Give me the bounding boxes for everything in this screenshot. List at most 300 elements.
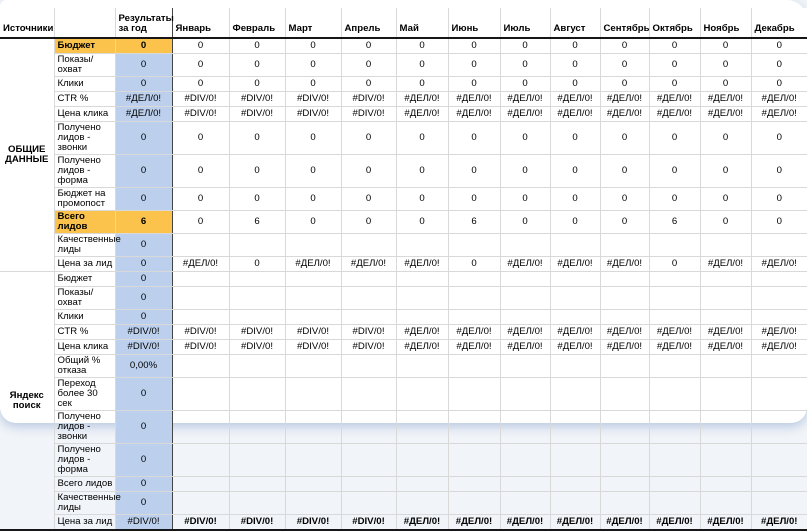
month-value[interactable]: #ДЕЛ/0! <box>448 340 500 355</box>
month-value[interactable]: 0 <box>751 122 807 155</box>
month-header[interactable]: Июнь <box>448 8 500 38</box>
month-value[interactable] <box>341 411 396 444</box>
month-value[interactable] <box>448 477 500 492</box>
row-label[interactable]: Переход более 30 сек <box>54 378 115 411</box>
month-header[interactable]: Апрель <box>341 8 396 38</box>
row-label[interactable]: Бюджет на промопост <box>54 188 115 211</box>
year-value[interactable]: 0 <box>115 155 172 188</box>
month-value[interactable] <box>229 355 285 378</box>
month-header[interactable]: Ноябрь <box>700 8 751 38</box>
month-value[interactable]: 0 <box>448 38 500 54</box>
month-value[interactable] <box>550 411 600 444</box>
month-value[interactable]: #DIV/0! <box>285 515 341 531</box>
month-value[interactable]: #ДЕЛ/0! <box>550 515 600 531</box>
month-value[interactable]: 0 <box>396 188 448 211</box>
row-label[interactable]: Получено лидов - форма <box>54 444 115 477</box>
month-value[interactable]: #ДЕЛ/0! <box>600 257 649 272</box>
month-value[interactable] <box>751 492 807 515</box>
month-value[interactable]: #ДЕЛ/0! <box>751 325 807 340</box>
month-value[interactable]: 0 <box>500 155 550 188</box>
month-value[interactable] <box>700 272 751 287</box>
month-value[interactable] <box>649 378 700 411</box>
row-label[interactable]: Бюджет <box>54 272 115 287</box>
month-value[interactable] <box>751 272 807 287</box>
month-value[interactable]: #ДЕЛ/0! <box>600 92 649 107</box>
month-value[interactable]: #ДЕЛ/0! <box>751 340 807 355</box>
month-value[interactable]: 0 <box>172 155 229 188</box>
month-header[interactable]: Май <box>396 8 448 38</box>
month-value[interactable]: 0 <box>172 188 229 211</box>
month-value[interactable] <box>396 444 448 477</box>
month-value[interactable]: 0 <box>448 155 500 188</box>
month-value[interactable] <box>500 378 550 411</box>
month-value[interactable] <box>649 272 700 287</box>
row-label[interactable]: Показы/охват <box>54 54 115 77</box>
month-value[interactable] <box>341 287 396 310</box>
row-label[interactable]: Цена за лид <box>54 257 115 272</box>
month-value[interactable]: #ДЕЛ/0! <box>500 325 550 340</box>
month-value[interactable] <box>229 444 285 477</box>
year-value[interactable]: 0 <box>115 378 172 411</box>
month-header[interactable]: Сентябрь <box>600 8 649 38</box>
month-value[interactable] <box>600 378 649 411</box>
month-value[interactable]: #DIV/0! <box>341 515 396 531</box>
month-value[interactable] <box>751 477 807 492</box>
month-value[interactable]: #ДЕЛ/0! <box>448 92 500 107</box>
month-value[interactable]: 0 <box>700 188 751 211</box>
month-value[interactable]: 0 <box>550 77 600 92</box>
month-value[interactable] <box>550 234 600 257</box>
row-label[interactable]: Качественные лиды <box>54 234 115 257</box>
month-header[interactable]: Март <box>285 8 341 38</box>
month-value[interactable]: #DIV/0! <box>341 92 396 107</box>
month-value[interactable] <box>229 272 285 287</box>
month-value[interactable]: 0 <box>448 257 500 272</box>
month-value[interactable]: 0 <box>500 38 550 54</box>
month-value[interactable]: #DIV/0! <box>229 340 285 355</box>
month-value[interactable] <box>550 444 600 477</box>
month-value[interactable]: 0 <box>600 211 649 234</box>
month-value[interactable]: #ДЕЛ/0! <box>550 340 600 355</box>
month-value[interactable] <box>649 355 700 378</box>
year-value[interactable]: 0 <box>115 444 172 477</box>
row-label[interactable]: Бюджет <box>54 38 115 54</box>
month-value[interactable]: 0 <box>448 77 500 92</box>
month-header[interactable]: Январь <box>172 8 229 38</box>
month-value[interactable]: 0 <box>600 77 649 92</box>
month-value[interactable]: 0 <box>700 211 751 234</box>
month-value[interactable] <box>341 492 396 515</box>
month-value[interactable]: #ДЕЛ/0! <box>341 257 396 272</box>
year-value[interactable]: 0 <box>115 411 172 444</box>
month-value[interactable]: 0 <box>751 38 807 54</box>
month-header[interactable]: Декабрь <box>751 8 807 38</box>
row-label[interactable]: Цена за лид <box>54 515 115 531</box>
month-value[interactable]: #ДЕЛ/0! <box>396 107 448 122</box>
month-value[interactable] <box>751 444 807 477</box>
month-value[interactable]: #ДЕЛ/0! <box>500 257 550 272</box>
month-value[interactable] <box>341 378 396 411</box>
month-value[interactable]: 0 <box>649 122 700 155</box>
month-value[interactable]: 0 <box>500 77 550 92</box>
month-value[interactable]: 6 <box>448 211 500 234</box>
year-value[interactable]: 0 <box>115 477 172 492</box>
month-header[interactable]: Июль <box>500 8 550 38</box>
month-value[interactable] <box>172 355 229 378</box>
month-value[interactable]: 0 <box>649 155 700 188</box>
source-label[interactable]: Яндекс поиск <box>0 272 54 531</box>
month-value[interactable]: 0 <box>229 122 285 155</box>
month-value[interactable]: 0 <box>172 211 229 234</box>
month-value[interactable]: #ДЕЛ/0! <box>649 340 700 355</box>
month-value[interactable] <box>172 492 229 515</box>
month-value[interactable]: 0 <box>550 155 600 188</box>
month-value[interactable]: #ДЕЛ/0! <box>448 515 500 531</box>
month-value[interactable] <box>550 310 600 325</box>
month-value[interactable] <box>500 234 550 257</box>
month-value[interactable]: #DIV/0! <box>285 340 341 355</box>
month-value[interactable]: 0 <box>550 211 600 234</box>
month-value[interactable] <box>700 355 751 378</box>
month-value[interactable]: #ДЕЛ/0! <box>700 92 751 107</box>
month-value[interactable]: 0 <box>396 54 448 77</box>
year-value[interactable]: 6 <box>115 211 172 234</box>
month-value[interactable] <box>341 444 396 477</box>
month-value[interactable]: 0 <box>341 211 396 234</box>
month-value[interactable]: 0 <box>751 211 807 234</box>
month-value[interactable] <box>500 310 550 325</box>
month-value[interactable]: #ДЕЛ/0! <box>700 340 751 355</box>
year-value[interactable]: 0 <box>115 272 172 287</box>
month-value[interactable] <box>396 492 448 515</box>
month-value[interactable]: 0 <box>751 77 807 92</box>
row-label[interactable]: Всего лидов <box>54 477 115 492</box>
month-value[interactable]: 0 <box>285 211 341 234</box>
month-value[interactable]: 0 <box>285 38 341 54</box>
month-value[interactable]: 0 <box>396 155 448 188</box>
month-value[interactable] <box>229 310 285 325</box>
month-value[interactable]: #ДЕЛ/0! <box>500 92 550 107</box>
row-label[interactable]: Цена клика <box>54 107 115 122</box>
month-value[interactable] <box>285 492 341 515</box>
month-value[interactable] <box>448 411 500 444</box>
month-value[interactable] <box>448 355 500 378</box>
month-value[interactable] <box>448 272 500 287</box>
month-value[interactable]: 0 <box>649 38 700 54</box>
month-value[interactable]: 0 <box>600 122 649 155</box>
month-value[interactable] <box>341 272 396 287</box>
month-value[interactable] <box>600 355 649 378</box>
month-value[interactable] <box>700 310 751 325</box>
month-value[interactable] <box>172 310 229 325</box>
month-value[interactable]: 0 <box>600 155 649 188</box>
month-value[interactable]: 0 <box>500 122 550 155</box>
month-value[interactable] <box>700 378 751 411</box>
month-value[interactable] <box>649 492 700 515</box>
year-value[interactable]: 0 <box>115 38 172 54</box>
month-value[interactable]: 0 <box>649 77 700 92</box>
month-value[interactable]: 0 <box>700 155 751 188</box>
month-value[interactable] <box>600 477 649 492</box>
month-value[interactable] <box>700 234 751 257</box>
month-value[interactable]: #ДЕЛ/0! <box>600 340 649 355</box>
month-value[interactable]: 0 <box>751 188 807 211</box>
month-value[interactable] <box>600 234 649 257</box>
month-value[interactable] <box>649 287 700 310</box>
month-value[interactable] <box>396 310 448 325</box>
month-value[interactable]: #ДЕЛ/0! <box>500 515 550 531</box>
month-value[interactable] <box>550 492 600 515</box>
month-value[interactable]: 0 <box>500 54 550 77</box>
month-value[interactable] <box>448 378 500 411</box>
row-label[interactable]: CTR % <box>54 325 115 340</box>
row-label[interactable]: Общий % отказа <box>54 355 115 378</box>
month-value[interactable] <box>700 287 751 310</box>
month-value[interactable]: #ДЕЛ/0! <box>751 92 807 107</box>
month-value[interactable] <box>600 411 649 444</box>
row-label[interactable]: Показы/охват <box>54 287 115 310</box>
month-value[interactable] <box>285 272 341 287</box>
month-value[interactable]: #ДЕЛ/0! <box>550 107 600 122</box>
month-value[interactable]: #ДЕЛ/0! <box>700 325 751 340</box>
month-value[interactable]: 0 <box>500 211 550 234</box>
month-value[interactable]: #ДЕЛ/0! <box>448 107 500 122</box>
month-value[interactable]: 0 <box>396 122 448 155</box>
year-results-column-header[interactable]: Результаты за год <box>115 8 172 38</box>
month-value[interactable] <box>229 411 285 444</box>
month-value[interactable] <box>396 287 448 310</box>
month-value[interactable]: #ДЕЛ/0! <box>396 515 448 531</box>
month-value[interactable]: 0 <box>448 188 500 211</box>
month-value[interactable]: 0 <box>172 54 229 77</box>
month-value[interactable]: #DIV/0! <box>341 340 396 355</box>
month-value[interactable]: 0 <box>396 77 448 92</box>
month-value[interactable]: #ДЕЛ/0! <box>649 325 700 340</box>
month-value[interactable] <box>448 310 500 325</box>
year-value[interactable]: 0 <box>115 122 172 155</box>
month-value[interactable] <box>396 411 448 444</box>
month-value[interactable]: 0 <box>649 188 700 211</box>
month-value[interactable] <box>600 272 649 287</box>
year-value[interactable]: 0 <box>115 188 172 211</box>
month-value[interactable]: 0 <box>751 155 807 188</box>
month-value[interactable] <box>172 477 229 492</box>
month-value[interactable]: #DIV/0! <box>172 107 229 122</box>
month-value[interactable]: 0 <box>700 38 751 54</box>
month-value[interactable] <box>229 234 285 257</box>
row-label[interactable]: Клики <box>54 77 115 92</box>
month-value[interactable]: #DIV/0! <box>229 515 285 531</box>
month-value[interactable]: 6 <box>229 211 285 234</box>
month-value[interactable] <box>550 287 600 310</box>
month-value[interactable]: #ДЕЛ/0! <box>396 257 448 272</box>
month-value[interactable]: #ДЕЛ/0! <box>751 257 807 272</box>
month-value[interactable] <box>172 287 229 310</box>
month-value[interactable]: #DIV/0! <box>229 107 285 122</box>
month-value[interactable]: 0 <box>285 188 341 211</box>
month-value[interactable]: 0 <box>172 77 229 92</box>
month-value[interactable] <box>229 492 285 515</box>
month-value[interactable] <box>550 477 600 492</box>
month-value[interactable] <box>751 411 807 444</box>
month-value[interactable] <box>285 287 341 310</box>
month-value[interactable]: 0 <box>500 188 550 211</box>
month-value[interactable] <box>172 234 229 257</box>
month-value[interactable] <box>172 444 229 477</box>
month-value[interactable] <box>700 444 751 477</box>
month-value[interactable] <box>500 355 550 378</box>
month-value[interactable] <box>649 310 700 325</box>
month-value[interactable]: #DIV/0! <box>229 92 285 107</box>
month-value[interactable] <box>172 378 229 411</box>
month-value[interactable]: 0 <box>172 122 229 155</box>
row-label[interactable]: Всего лидов <box>54 211 115 234</box>
month-value[interactable] <box>448 287 500 310</box>
month-value[interactable] <box>396 378 448 411</box>
month-value[interactable] <box>600 492 649 515</box>
month-value[interactable]: 0 <box>341 77 396 92</box>
month-header[interactable]: Февраль <box>229 8 285 38</box>
month-value[interactable]: 0 <box>448 54 500 77</box>
month-value[interactable]: 0 <box>172 38 229 54</box>
month-value[interactable]: #ДЕЛ/0! <box>550 257 600 272</box>
month-value[interactable]: 0 <box>341 155 396 188</box>
month-value[interactable] <box>500 492 550 515</box>
row-label[interactable]: Получено лидов - форма <box>54 155 115 188</box>
month-value[interactable]: 0 <box>229 77 285 92</box>
month-value[interactable]: #ДЕЛ/0! <box>550 325 600 340</box>
year-value[interactable]: 0 <box>115 257 172 272</box>
month-value[interactable]: 0 <box>285 155 341 188</box>
month-value[interactable] <box>500 287 550 310</box>
month-value[interactable] <box>751 287 807 310</box>
month-value[interactable] <box>700 411 751 444</box>
month-value[interactable]: 0 <box>649 54 700 77</box>
month-value[interactable] <box>341 234 396 257</box>
month-value[interactable] <box>649 477 700 492</box>
month-value[interactable] <box>700 492 751 515</box>
month-value[interactable] <box>396 234 448 257</box>
month-value[interactable] <box>751 378 807 411</box>
month-value[interactable]: #ДЕЛ/0! <box>600 325 649 340</box>
month-value[interactable] <box>600 287 649 310</box>
month-value[interactable] <box>500 272 550 287</box>
month-value[interactable] <box>396 355 448 378</box>
row-label[interactable]: Цена клика <box>54 340 115 355</box>
month-value[interactable]: #DIV/0! <box>341 107 396 122</box>
month-value[interactable] <box>600 444 649 477</box>
year-value[interactable]: #DIV/0! <box>115 515 172 531</box>
month-value[interactable]: #ДЕЛ/0! <box>396 325 448 340</box>
month-value[interactable]: 0 <box>700 77 751 92</box>
metric-column-header[interactable] <box>54 8 115 38</box>
month-value[interactable]: #DIV/0! <box>341 325 396 340</box>
row-label[interactable]: Получено лидов - звонки <box>54 411 115 444</box>
month-value[interactable]: 0 <box>341 188 396 211</box>
month-value[interactable]: 0 <box>285 54 341 77</box>
month-value[interactable] <box>341 355 396 378</box>
month-value[interactable]: 0 <box>396 211 448 234</box>
month-value[interactable]: 0 <box>229 155 285 188</box>
month-header[interactable]: Август <box>550 8 600 38</box>
month-value[interactable]: 0 <box>229 38 285 54</box>
row-label[interactable]: Клики <box>54 310 115 325</box>
month-value[interactable] <box>285 310 341 325</box>
month-value[interactable]: #ДЕЛ/0! <box>649 92 700 107</box>
month-value[interactable] <box>229 287 285 310</box>
month-value[interactable] <box>285 355 341 378</box>
month-value[interactable]: #ДЕЛ/0! <box>700 515 751 531</box>
month-value[interactable] <box>341 477 396 492</box>
month-value[interactable] <box>448 234 500 257</box>
month-value[interactable] <box>285 444 341 477</box>
month-value[interactable] <box>341 310 396 325</box>
month-value[interactable] <box>550 355 600 378</box>
month-value[interactable] <box>285 234 341 257</box>
month-value[interactable] <box>448 492 500 515</box>
month-value[interactable]: #ДЕЛ/0! <box>751 515 807 531</box>
year-value[interactable]: 0 <box>115 310 172 325</box>
month-value[interactable] <box>649 411 700 444</box>
month-value[interactable]: 0 <box>396 38 448 54</box>
month-value[interactable]: #DIV/0! <box>172 515 229 531</box>
month-value[interactable]: #ДЕЛ/0! <box>550 92 600 107</box>
row-label[interactable]: Получено лидов - звонки <box>54 122 115 155</box>
month-value[interactable] <box>751 234 807 257</box>
month-value[interactable]: 0 <box>649 257 700 272</box>
year-value[interactable]: 0 <box>115 287 172 310</box>
month-value[interactable] <box>500 477 550 492</box>
month-value[interactable]: 0 <box>600 54 649 77</box>
month-value[interactable]: 0 <box>448 122 500 155</box>
month-value[interactable]: 0 <box>229 257 285 272</box>
month-value[interactable]: 0 <box>550 38 600 54</box>
year-value[interactable]: #DIV/0! <box>115 340 172 355</box>
month-value[interactable] <box>550 378 600 411</box>
month-value[interactable]: #ДЕЛ/0! <box>172 257 229 272</box>
year-value[interactable]: 0 <box>115 234 172 257</box>
month-value[interactable] <box>500 411 550 444</box>
month-value[interactable] <box>172 411 229 444</box>
month-value[interactable]: 6 <box>649 211 700 234</box>
source-label[interactable]: ОБЩИЕ ДАННЫЕ <box>0 38 54 272</box>
month-value[interactable]: #DIV/0! <box>172 325 229 340</box>
month-value[interactable] <box>448 444 500 477</box>
month-value[interactable]: #ДЕЛ/0! <box>448 325 500 340</box>
month-value[interactable]: #ДЕЛ/0! <box>600 515 649 531</box>
row-label[interactable]: Качественные лиды <box>54 492 115 515</box>
month-value[interactable] <box>229 378 285 411</box>
month-value[interactable]: 0 <box>550 122 600 155</box>
month-value[interactable]: 0 <box>229 54 285 77</box>
month-value[interactable]: #ДЕЛ/0! <box>649 107 700 122</box>
month-value[interactable]: 0 <box>700 54 751 77</box>
month-value[interactable]: #ДЕЛ/0! <box>285 257 341 272</box>
sources-column-header[interactable]: Источники <box>0 8 54 38</box>
month-value[interactable]: 0 <box>341 38 396 54</box>
year-value[interactable]: #DIV/0! <box>115 325 172 340</box>
month-value[interactable]: 0 <box>285 77 341 92</box>
month-value[interactable]: 0 <box>341 54 396 77</box>
month-value[interactable]: #DIV/0! <box>172 92 229 107</box>
month-value[interactable]: 0 <box>600 38 649 54</box>
month-value[interactable]: #DIV/0! <box>229 325 285 340</box>
year-value[interactable]: #ДЕЛ/0! <box>115 92 172 107</box>
month-value[interactable] <box>172 272 229 287</box>
month-value[interactable] <box>751 310 807 325</box>
year-value[interactable]: 0 <box>115 54 172 77</box>
month-header[interactable]: Октябрь <box>649 8 700 38</box>
